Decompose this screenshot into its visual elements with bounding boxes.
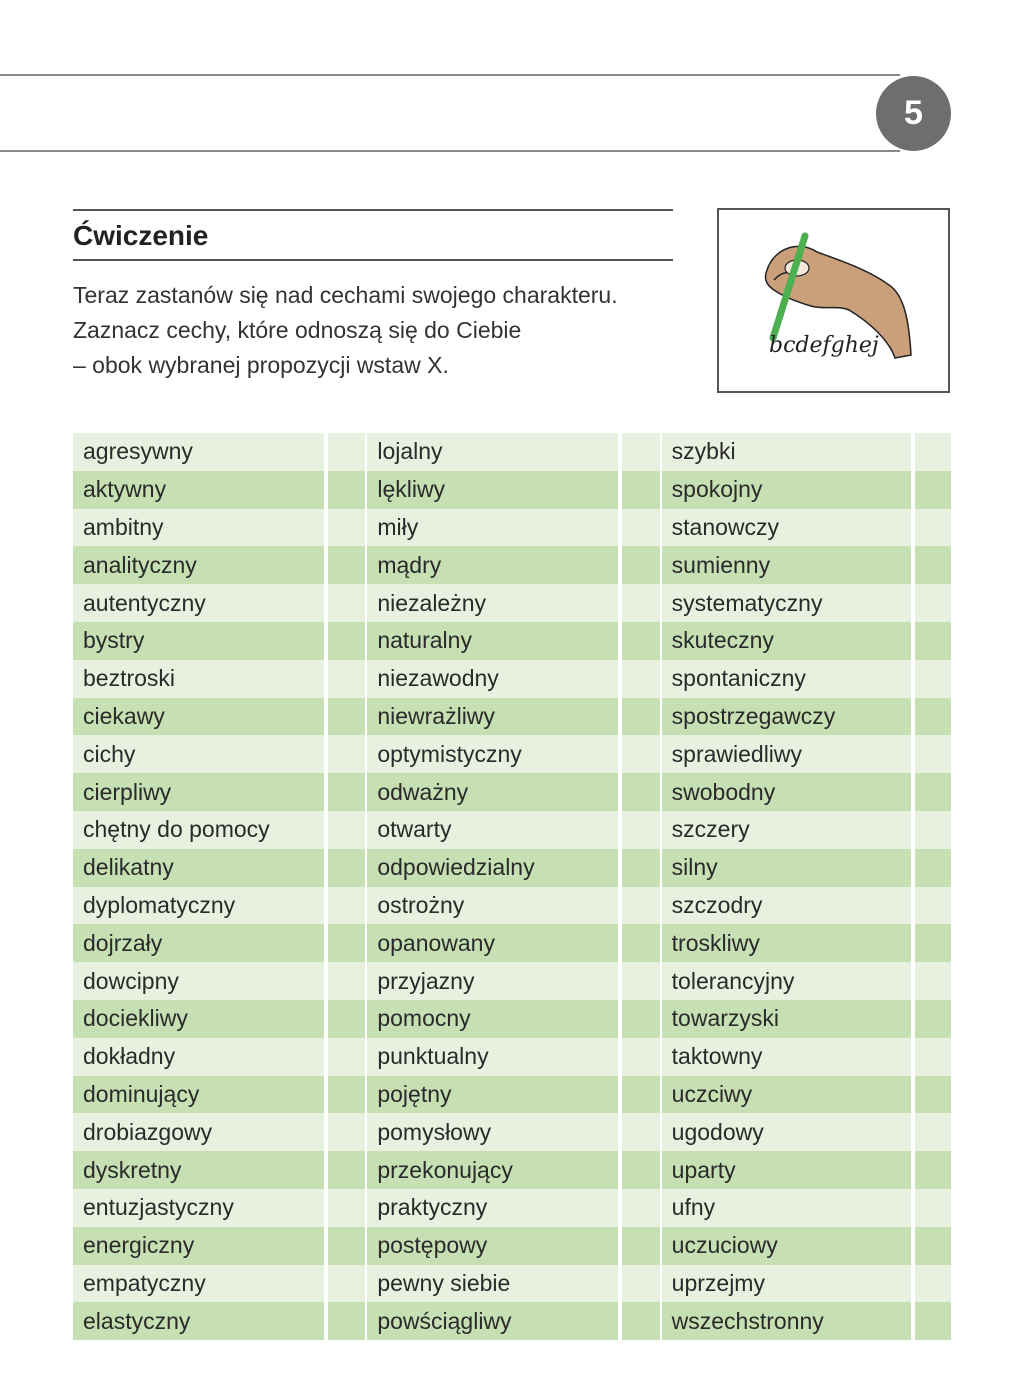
trait-checkbox-cell[interactable]: [328, 433, 365, 471]
trait-checkbox-cell[interactable]: [915, 1000, 951, 1038]
table-row: [73, 962, 951, 1000]
trait-checkbox-cell[interactable]: [915, 1302, 951, 1340]
trait-checkbox-cell[interactable]: [328, 1189, 365, 1227]
trait-label: pomocny: [367, 1000, 618, 1038]
trait-label: uprzejmy: [662, 1265, 911, 1303]
trait-label: optymistyczny: [367, 735, 618, 773]
writing-hand-icon: [719, 210, 948, 391]
writing-hand-illustration: [717, 208, 950, 393]
trait-label: pomysłowy: [367, 1113, 618, 1151]
trait-checkbox-cell[interactable]: [915, 1227, 951, 1265]
table-row: [73, 698, 951, 736]
header-top-line: [0, 74, 900, 76]
trait-label: bystry: [73, 622, 324, 660]
trait-label: swobodny: [662, 773, 911, 811]
trait-label: analityczny: [73, 546, 324, 584]
trait-checkbox-cell[interactable]: [622, 509, 659, 547]
trait-label: cierpliwy: [73, 773, 324, 811]
trait-label: systematyczny: [662, 584, 911, 622]
trait-checkbox-cell[interactable]: [622, 660, 659, 698]
trait-checkbox-cell[interactable]: [622, 698, 659, 736]
trait-checkbox-cell[interactable]: [328, 698, 365, 736]
trait-label: dociekliwy: [73, 1000, 324, 1038]
table-row: [73, 622, 951, 660]
trait-label: miły: [367, 509, 618, 547]
trait-label: praktyczny: [367, 1189, 618, 1227]
trait-checkbox-cell[interactable]: [328, 584, 365, 622]
table-row: [73, 1265, 951, 1303]
trait-checkbox-cell[interactable]: [622, 1113, 659, 1151]
trait-label: sumienny: [662, 546, 911, 584]
trait-label: delikatny: [73, 849, 324, 887]
table-row: [73, 924, 951, 962]
trait-checkbox-cell[interactable]: [328, 546, 365, 584]
trait-checkbox-cell[interactable]: [622, 773, 659, 811]
trait-label: ufny: [662, 1189, 911, 1227]
trait-checkbox-cell[interactable]: [915, 849, 951, 887]
table-row: [73, 887, 951, 925]
trait-checkbox-cell[interactable]: [328, 773, 365, 811]
trait-checkbox-cell[interactable]: [915, 698, 951, 736]
trait-checkbox-cell[interactable]: [622, 1227, 659, 1265]
trait-checkbox-cell[interactable]: [328, 1038, 365, 1076]
trait-checkbox-cell[interactable]: [328, 660, 365, 698]
table-row: [73, 1076, 951, 1114]
trait-label: elastyczny: [73, 1302, 324, 1340]
trait-checkbox-cell[interactable]: [622, 962, 659, 1000]
trait-label: lękliwy: [367, 471, 618, 509]
exercise-instructions: [73, 278, 683, 383]
trait-checkbox-cell[interactable]: [622, 471, 659, 509]
trait-label: aktywny: [73, 471, 324, 509]
trait-checkbox-cell[interactable]: [915, 433, 951, 471]
exercise-top-rule: [73, 209, 673, 211]
trait-label: pewny siebie: [367, 1265, 618, 1303]
trait-label: spontaniczny: [662, 660, 911, 698]
trait-label: dyskretny: [73, 1151, 324, 1189]
trait-checkbox-cell[interactable]: [915, 811, 951, 849]
page-number-badge: 5: [876, 76, 951, 151]
trait-checkbox-cell[interactable]: [915, 622, 951, 660]
trait-label: szczodry: [662, 887, 911, 925]
trait-checkbox-cell[interactable]: [328, 509, 365, 547]
trait-checkbox-cell[interactable]: [328, 735, 365, 773]
trait-label: mądry: [367, 546, 618, 584]
trait-label: dojrzały: [73, 924, 324, 962]
trait-checkbox-cell[interactable]: [622, 1151, 659, 1189]
trait-label: powściągliwy: [367, 1302, 618, 1340]
trait-label: energiczny: [73, 1227, 324, 1265]
trait-checkbox-cell[interactable]: [915, 1076, 951, 1114]
table-row: [73, 811, 951, 849]
trait-label: taktowny: [662, 1038, 911, 1076]
trait-label: ambitny: [73, 509, 324, 547]
trait-label: punktualny: [367, 1038, 618, 1076]
table-row: [73, 509, 951, 547]
trait-checkbox-cell[interactable]: [622, 1076, 659, 1114]
trait-label: agresywny: [73, 433, 324, 471]
trait-checkbox-cell[interactable]: [328, 1000, 365, 1038]
trait-label: wszechstronny: [662, 1302, 911, 1340]
header-bottom-line: [0, 150, 900, 152]
trait-checkbox-cell[interactable]: [915, 962, 951, 1000]
trait-checkbox-cell[interactable]: [622, 1038, 659, 1076]
trait-checkbox-cell[interactable]: [328, 887, 365, 925]
trait-checkbox-cell[interactable]: [622, 1189, 659, 1227]
trait-label: niezależny: [367, 584, 618, 622]
trait-checkbox-cell[interactable]: [328, 962, 365, 1000]
trait-label: spostrzegawczy: [662, 698, 911, 736]
table-row: [73, 471, 951, 509]
trait-checkbox-cell[interactable]: [328, 924, 365, 962]
trait-checkbox-cell[interactable]: [622, 584, 659, 622]
trait-checkbox-cell[interactable]: [915, 546, 951, 584]
trait-checkbox-cell[interactable]: [328, 1151, 365, 1189]
trait-label: entuzjastyczny: [73, 1189, 324, 1227]
trait-checkbox-cell[interactable]: [915, 735, 951, 773]
trait-label: otwarty: [367, 811, 618, 849]
trait-checkbox-cell[interactable]: [622, 1265, 659, 1303]
trait-checkbox-cell[interactable]: [328, 1302, 365, 1340]
trait-label: uparty: [662, 1151, 911, 1189]
trait-label: tolerancyjny: [662, 962, 911, 1000]
trait-label: autentyczny: [73, 584, 324, 622]
trait-checkbox-cell[interactable]: [915, 1038, 951, 1076]
trait-checkbox-cell[interactable]: [622, 924, 659, 962]
exercise-title: Ćwiczenie: [73, 220, 209, 251]
table-row: [73, 1227, 951, 1265]
table-row: [73, 849, 951, 887]
trait-label: dokładny: [73, 1038, 324, 1076]
trait-checkbox-cell[interactable]: [915, 1151, 951, 1189]
table-row: [73, 1302, 951, 1340]
trait-checkbox-cell[interactable]: [328, 622, 365, 660]
trait-label: dominujący: [73, 1076, 324, 1114]
trait-label: drobiazgowy: [73, 1113, 324, 1151]
table-row: [73, 1000, 951, 1038]
trait-label: pojętny: [367, 1076, 618, 1114]
trait-checkbox-cell[interactable]: [915, 584, 951, 622]
illustration-handwriting: bcdefghej: [769, 333, 879, 358]
trait-checkbox-cell[interactable]: [328, 849, 365, 887]
trait-label: niewrażliwy: [367, 698, 618, 736]
trait-checkbox-cell[interactable]: [622, 546, 659, 584]
table-row: [73, 546, 951, 584]
table-row: [73, 584, 951, 622]
trait-label: naturalny: [367, 622, 618, 660]
trait-label: sprawiedliwy: [662, 735, 911, 773]
trait-label: ciekawy: [73, 698, 324, 736]
instruction-line: – obok wybranej propozycji wstaw X.: [73, 352, 449, 378]
trait-checkbox-cell[interactable]: [622, 433, 659, 471]
trait-checkbox-cell[interactable]: [328, 471, 365, 509]
table-row: [73, 735, 951, 773]
trait-checkbox-cell[interactable]: [915, 1113, 951, 1151]
instruction-line: Teraz zastanów się nad cechami swojego charakteru.: [73, 282, 618, 308]
trait-label: uczuciowy: [662, 1227, 911, 1265]
trait-checkbox-cell[interactable]: [328, 811, 365, 849]
trait-checkbox-cell[interactable]: [915, 773, 951, 811]
trait-label: opanowany: [367, 924, 618, 962]
trait-label: niezawodny: [367, 660, 618, 698]
trait-checkbox-cell[interactable]: [915, 1265, 951, 1303]
trait-label: lojalny: [367, 433, 618, 471]
trait-checkbox-cell[interactable]: [622, 849, 659, 887]
trait-label: szczery: [662, 811, 911, 849]
table-row: [73, 1038, 951, 1076]
trait-label: postępowy: [367, 1227, 618, 1265]
trait-label: skuteczny: [662, 622, 911, 660]
table-row: [73, 433, 951, 471]
table-row: [73, 1151, 951, 1189]
trait-label: odpowiedzialny: [367, 849, 618, 887]
trait-checkbox-cell[interactable]: [915, 660, 951, 698]
table-row: [73, 1189, 951, 1227]
trait-label: szybki: [662, 433, 911, 471]
trait-label: spokojny: [662, 471, 911, 509]
traits-table: [73, 433, 951, 1340]
trait-label: empatyczny: [73, 1265, 324, 1303]
trait-checkbox-cell[interactable]: [622, 811, 659, 849]
trait-checkbox-cell[interactable]: [622, 622, 659, 660]
trait-checkbox-cell[interactable]: [328, 1076, 365, 1114]
table-row: [73, 660, 951, 698]
trait-checkbox-cell[interactable]: [622, 735, 659, 773]
trait-label: towarzyski: [662, 1000, 911, 1038]
trait-checkbox-cell[interactable]: [915, 471, 951, 509]
trait-label: ugodowy: [662, 1113, 911, 1151]
trait-label: cichy: [73, 735, 324, 773]
trait-label: troskliwy: [662, 924, 911, 962]
trait-label: uczciwy: [662, 1076, 911, 1114]
trait-label: odważny: [367, 773, 618, 811]
trait-checkbox-cell[interactable]: [915, 509, 951, 547]
table-row: [73, 773, 951, 811]
trait-label: beztroski: [73, 660, 324, 698]
trait-checkbox-cell[interactable]: [328, 1227, 365, 1265]
trait-checkbox-cell[interactable]: [915, 887, 951, 925]
trait-checkbox-cell[interactable]: [622, 887, 659, 925]
trait-label: stanowczy: [662, 509, 911, 547]
trait-label: silny: [662, 849, 911, 887]
trait-checkbox-cell[interactable]: [328, 1113, 365, 1151]
exercise-bottom-rule: [73, 259, 673, 261]
trait-label: przekonujący: [367, 1151, 618, 1189]
trait-label: ostrożny: [367, 887, 618, 925]
trait-label: chętny do pomocy: [73, 811, 324, 849]
trait-label: dowcipny: [73, 962, 324, 1000]
trait-label: dyplomatyczny: [73, 887, 324, 925]
instruction-line: Zaznacz cechy, które odnoszą się do Ciebie: [73, 317, 522, 343]
trait-checkbox-cell[interactable]: [915, 924, 951, 962]
trait-checkbox-cell[interactable]: [622, 1000, 659, 1038]
trait-checkbox-cell[interactable]: [328, 1265, 365, 1303]
trait-checkbox-cell[interactable]: [622, 1302, 659, 1340]
trait-label: przyjazny: [367, 962, 618, 1000]
trait-checkbox-cell[interactable]: [915, 1189, 951, 1227]
table-row: [73, 1113, 951, 1151]
